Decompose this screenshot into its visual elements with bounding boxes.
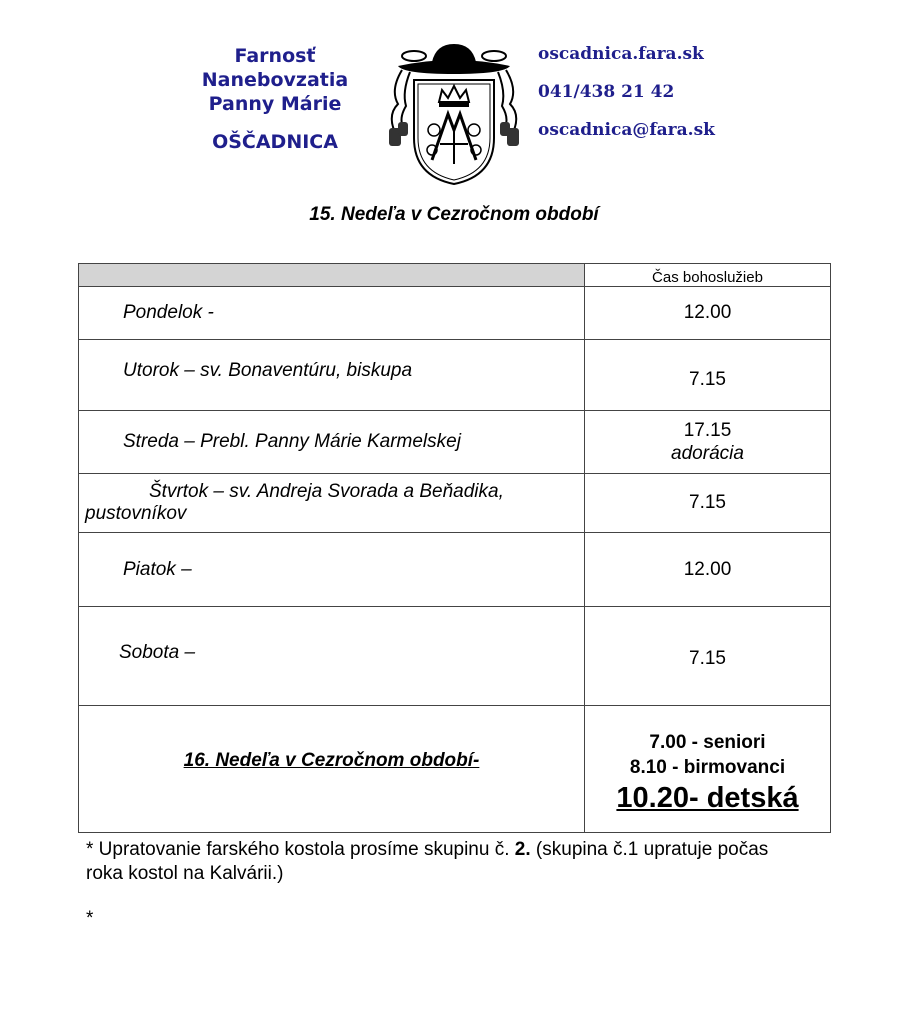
day-cell: Piatok – <box>79 533 585 607</box>
phone-number: 041/438 21 42 <box>538 82 675 102</box>
mass-time-children: 10.20- detská <box>616 782 799 814</box>
parish-line: Panny Márie <box>208 93 342 115</box>
village-name: OŠČADNICA <box>212 131 338 153</box>
parish-line: Farnosť <box>234 45 316 67</box>
contact-block <box>538 42 715 156</box>
day-cell <box>79 474 585 533</box>
note-text: (skupina č.1 upratuje počas roka kostol na Kalvárii.) <box>86 839 769 884</box>
website-link[interactable]: oscadnica.fara.sk <box>538 44 704 64</box>
sunday-label: 16. Nedeľa v Cezročnom období- <box>79 706 585 833</box>
time-cell: 12.00 <box>585 287 831 340</box>
mass-time: 8.10 - birmovanci <box>629 757 786 778</box>
table-row <box>79 607 831 706</box>
page-title: 15. Nedeľa v Cezročnom období <box>309 204 599 225</box>
day-line: pustovníkov <box>85 503 187 524</box>
column-header: Čas bohoslužieb <box>585 264 831 287</box>
adoration-label: adorácia <box>671 443 744 464</box>
time-value: 17.15 <box>683 420 732 441</box>
cleaning-note <box>86 838 806 886</box>
table-row <box>79 287 831 340</box>
day-cell: Sobota – <box>79 607 585 706</box>
time-cell: 7.15 <box>585 474 831 533</box>
table-row <box>79 340 831 411</box>
parish-name <box>180 44 370 154</box>
table-row <box>79 474 831 533</box>
parish-line: Nanebovzatia <box>201 69 349 91</box>
time-cell: 7.15 <box>585 607 831 706</box>
time-cell <box>585 411 831 474</box>
coat-of-arms-icon <box>384 40 524 186</box>
day-cell: Streda – Prebl. Panny Márie Karmelskej <box>79 411 585 474</box>
header-empty-cell <box>79 264 585 287</box>
day-cell: Pondelok - <box>79 287 585 340</box>
group-number: 2. <box>514 839 531 860</box>
sunday-times <box>585 706 831 833</box>
sunday-row <box>79 706 831 833</box>
table-row <box>79 411 831 474</box>
email-link[interactable]: oscadnica@fara.sk <box>538 120 715 140</box>
mass-time: 7.00 - seniori <box>649 732 766 753</box>
time-cell: 7.15 <box>585 340 831 411</box>
day-line: Štvrtok – sv. Andreja Svorada a Beňadika, <box>149 481 504 502</box>
time-cell: 12.00 <box>585 533 831 607</box>
schedule-table <box>78 263 831 833</box>
table-row <box>79 533 831 607</box>
day-cell: Utorok – sv. Bonaventúru, biskupa <box>79 340 585 411</box>
table-header-row <box>79 264 831 287</box>
note-text: * Upratovanie farského kostola prosíme skupinu č. <box>86 839 510 860</box>
extra-note: * <box>86 908 94 929</box>
